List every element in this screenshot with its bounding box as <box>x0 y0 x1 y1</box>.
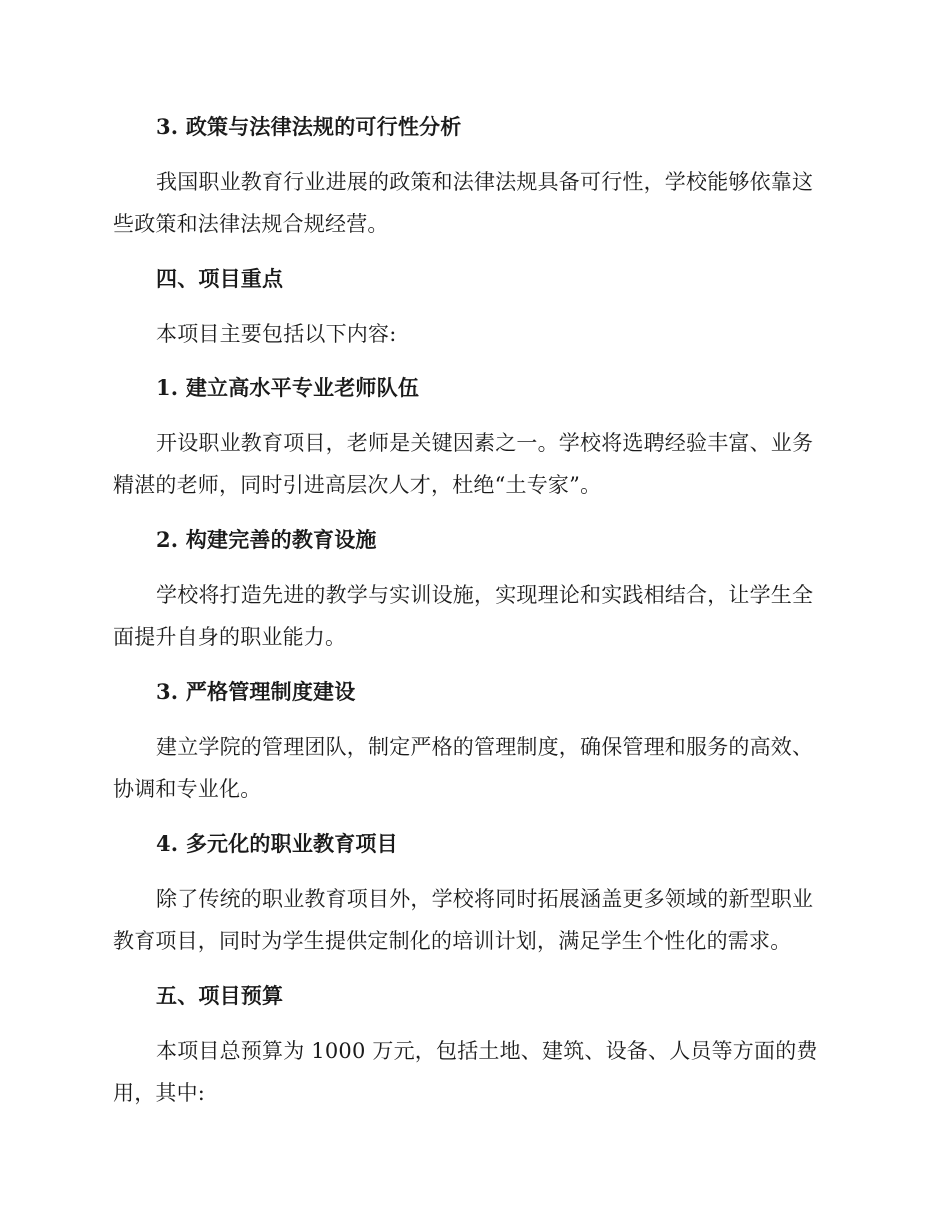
paragraph-line: 协调和专业化。 <box>113 777 262 801</box>
paragraph-line: 学校将打造先进的教学与实训设施，实现理论和实践相结合，让学生全 <box>156 583 814 607</box>
paragraph-line: 建立学院的管理团队，制定严格的管理制度，确保管理和服务的高效、 <box>156 735 814 759</box>
paragraph-line: 精湛的老师，同时引进高层次人才，杜绝“土专家”。 <box>113 473 602 497</box>
paragraph-line: 本项目总预算为 1000 万元，包括土地、建筑、设备、人员等方面的费 <box>156 1039 818 1063</box>
chapter-heading-project-focus: 四、项目重点 <box>156 266 284 291</box>
paragraph-line: 除了传统的职业教育项目外，学校将同时拓展涵盖更多领域的新型职业 <box>156 887 814 911</box>
paragraph-line: 我国职业教育行业进展的政策和法律法规具备可行性，学校能够依靠这 <box>156 170 814 194</box>
section-heading-diversified: 4. 多元化的职业教育项目 <box>156 831 398 856</box>
chapter-heading-budget: 五、项目预算 <box>156 983 284 1008</box>
section-heading-policy: 3. 政策与法律法规的可行性分析 <box>156 114 462 139</box>
paragraph-line: 些政策和法律法规合规经营。 <box>113 212 389 236</box>
paragraph-line: 面提升自身的职业能力。 <box>113 625 347 649</box>
paragraph-line: 教育项目，同时为学生提供定制化的培训计划，满足学生个性化的需求。 <box>113 929 792 953</box>
paragraph-line: 用，其中: <box>113 1081 206 1105</box>
paragraph-line: 开设职业教育项目，老师是关键因素之一。学校将选聘经验丰富、业务 <box>156 431 814 455</box>
section-heading-facilities: 2. 构建完善的教育设施 <box>156 527 377 552</box>
section-heading-teachers: 1. 建立高水平专业老师队伍 <box>156 375 420 400</box>
paragraph-line: 本项目主要包括以下内容: <box>156 322 397 346</box>
section-heading-management: 3. 严格管理制度建设 <box>156 679 356 704</box>
